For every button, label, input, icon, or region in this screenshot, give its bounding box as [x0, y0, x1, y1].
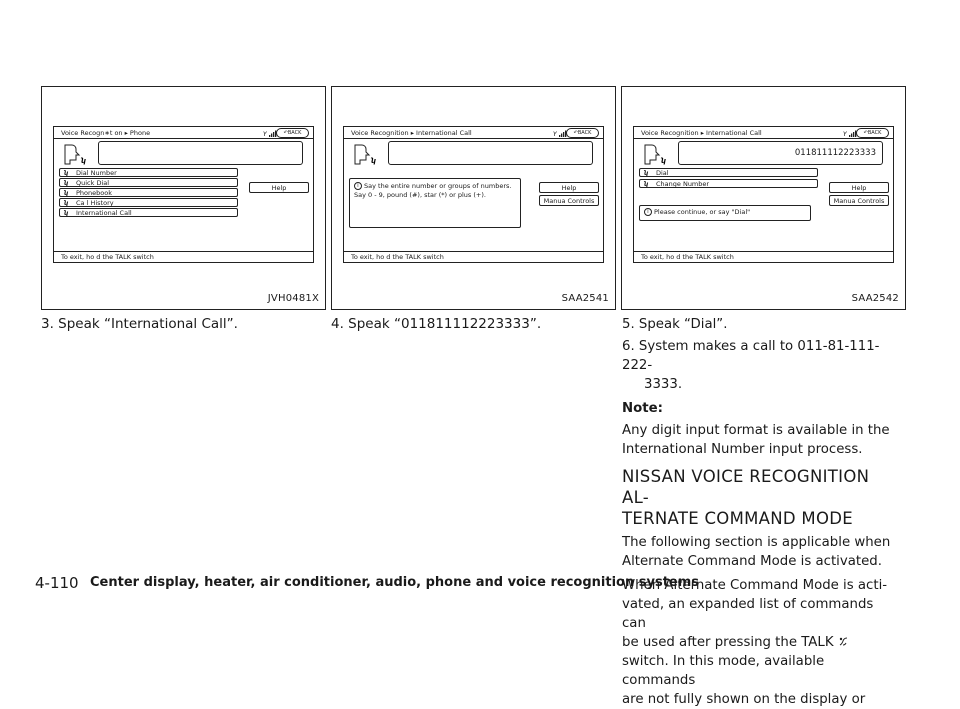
menu-item-change-number[interactable]: ʮ Change Number [639, 179, 818, 188]
divider [634, 251, 893, 252]
step-4: 4. Speak “011811112223333”. [331, 316, 542, 332]
back-arrow-icon: ↶ [573, 130, 578, 136]
help-button[interactable]: Help [539, 182, 599, 193]
menu-item-phonebook[interactable]: ʮ Phonebook [59, 188, 238, 197]
manual-controls-button[interactable]: Manua Controls [829, 195, 889, 206]
menu-item-dial[interactable]: ʮ Dial [639, 168, 818, 177]
back-button-label: BACK [867, 130, 882, 136]
voice-command-icon: ʮ [64, 170, 69, 177]
page-footer: Center display, heater, air conditioner, audio, phone and voice recognition systems [90, 575, 700, 590]
screen-title: Voice Recognition ▸ International Call [351, 129, 472, 137]
talk-switch-icon [838, 636, 849, 647]
info-message: i Please continue, or say "Dial" [639, 205, 811, 221]
screen-footer: To exit, ho d the TALK switch [641, 253, 734, 261]
paragraph-1: The following section is applicable when Alternate Command Mode is activated. [622, 535, 891, 569]
voice-recognition-icon [61, 142, 86, 167]
menu-item-international-call[interactable]: ʮ International Call [59, 208, 238, 217]
back-arrow-icon: ↶ [863, 130, 868, 136]
divider [54, 138, 313, 139]
figure-phone-menu [41, 86, 326, 310]
divider [344, 138, 603, 139]
number-entry-field[interactable] [388, 141, 593, 165]
paragraph-2-line-5: are not fully shown on the display or [622, 692, 866, 707]
screen [53, 126, 314, 263]
step-3: 3. Speak “International Call”. [41, 316, 238, 332]
signal-strength-icon [553, 130, 567, 137]
back-button-label: BACK [287, 130, 302, 136]
voice-command-icon: ʮ [644, 181, 649, 188]
help-button[interactable]: Help [829, 182, 889, 193]
right-column [622, 315, 892, 709]
voice-command-icon: ʮ [64, 210, 69, 217]
screen [343, 126, 604, 263]
info-icon: i [354, 182, 362, 190]
paragraph-2-line-3: be used after pressing the TALK [622, 633, 892, 652]
figure-international-call [331, 86, 616, 310]
svg-text:Y: Y [553, 131, 557, 137]
back-arrow-icon: ↶ [283, 130, 288, 136]
note-text: Any digit input format is available in the International Number input process. [622, 423, 890, 457]
manual-controls-button[interactable]: Manua Controls [539, 195, 599, 206]
screen-title: Voice Recogn∗t on ▸ Phone [61, 129, 151, 137]
divider [54, 251, 313, 252]
info-icon: i [644, 208, 652, 216]
divider [344, 251, 603, 252]
voice-command-icon: ʮ [64, 190, 69, 197]
figure-dial-number [621, 86, 906, 310]
back-button[interactable] [276, 128, 309, 138]
figure-code: SAA2541 [561, 293, 609, 304]
screen-footer: To exit, ho d the TALK switch [61, 253, 154, 261]
back-button-label: BACK [577, 130, 592, 136]
signal-strength-icon [843, 130, 857, 137]
number-entry-field[interactable]: 011811112223333 [678, 141, 883, 165]
divider [634, 138, 893, 139]
menu-item-quick-dial[interactable]: ʮ Quick Dial [59, 178, 238, 187]
voice-command-icon: ʮ [64, 200, 69, 207]
svg-text:ʮ: ʮ [661, 157, 666, 165]
page-number: 4-110 [35, 574, 79, 592]
number-entry-field[interactable] [98, 141, 303, 165]
screen-title: Voice Recognition ▸ International Call [641, 129, 762, 137]
back-button[interactable] [856, 128, 889, 138]
svg-text:ʮ: ʮ [81, 157, 86, 165]
back-button[interactable] [566, 128, 599, 138]
screen [633, 126, 894, 263]
info-message: i Say the entire number or groups of numbers. Say 0 - 9, pound (#), star (*) or plus (+). [349, 178, 521, 228]
step-5: 5. Speak “Dial”. [622, 317, 728, 332]
section-heading-line-1: NISSAN VOICE RECOGNITION AL- [622, 467, 870, 507]
help-button[interactable]: Help [249, 182, 309, 193]
voice-command-icon: ʮ [64, 180, 69, 187]
paragraph-2-line-2: vated, an expanded list of commands can [622, 597, 874, 631]
signal-strength-icon [263, 130, 277, 137]
paragraph-2-line-1: When Alternate Command Mode is acti- [622, 578, 888, 593]
svg-text:Y: Y [263, 131, 267, 137]
figure-code: JVH0481X [267, 293, 319, 304]
menu-item-dial-number[interactable]: ʮ Dial Number [59, 168, 238, 177]
step-6-line-2: 3333. [644, 377, 683, 392]
svg-text:Y: Y [843, 131, 847, 137]
menu-item-call-history[interactable]: ʮ Ca l History [59, 198, 238, 207]
figure-code: SAA2542 [851, 293, 899, 304]
note-label: Note: [622, 401, 663, 416]
section-heading-line-2: TERNATE COMMAND MODE [622, 509, 853, 528]
paragraph-2-line-4: switch. In this mode, available commands [622, 654, 825, 688]
screen-footer: To exit, ho d the TALK switch [351, 253, 444, 261]
step-6-line-1: 6. System makes a call to 011-81-111-222- [622, 339, 880, 373]
svg-text:ʮ: ʮ [371, 157, 376, 165]
voice-recognition-icon [351, 142, 376, 167]
voice-command-icon: ʮ [644, 170, 649, 177]
voice-recognition-icon [641, 142, 666, 167]
